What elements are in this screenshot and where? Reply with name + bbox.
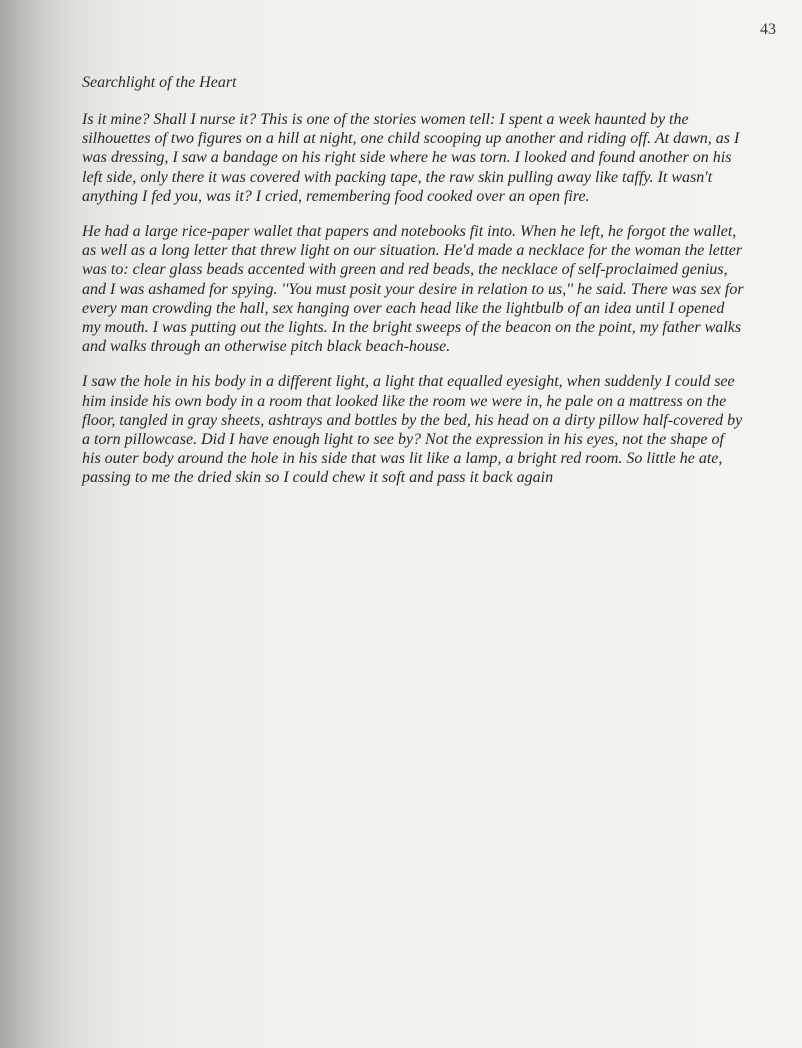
page-number: 43 bbox=[760, 21, 776, 38]
paragraph-1: Is it mine? Shall I nurse it? This is one of the stories women tell: I spent a week haunted by the silhouettes of two figures on a hill at night, one child scooping up another and riding off. At dawn, as I was dressing, I saw a bandage on his right side where he was torn. I looked and found another on his left side, only there it was covered with packing tape, the raw skin pulling away like taffy. It wasn't anything I fed you, was it? I cried, remembering food cooked over an open fire. bbox=[82, 111, 740, 205]
piece-title: Searchlight of the Heart bbox=[82, 74, 237, 91]
paragraph-3: I saw the hole in his body in a different light, a light that equalled eyesight, when suddenly I could see him inside his own body in a room that looked like the room we were in, he pale on a mattress on the floor, tangled in gray sheets, ashtrays and bottles by the bed, his head on a dirty pillow half-covered by a torn pillowcase. Did I have enough light to see by? Not the expression in his eyes, not the shape of his outer body around the hole in his side that was lit like a lamp, a bright red room. So little he ate, passing to me the dried skin so I could chew it soft and pass it back again bbox=[82, 373, 743, 487]
paragraph-2: He had a large rice-paper wallet that papers and notebooks fit into. When he left, he forgot the wallet, as well as a long letter that threw light on our situation. He'd made a necklace for the woman the letter was to: clear glass beads accented with green and red beads, the necklace of self-proclaimed genius, and I was ashamed for spying. ''You must posit your desire in relation to us,'' he said. There was sex for every man crowding the hall, sex hanging over each head like the lightbulb of an idea until I opened my mouth. I was putting out the lights. In the bright sweeps of the beacon on the point, my father walks and walks through an otherwise pitch black beach-house. bbox=[82, 223, 744, 356]
body-text bbox=[82, 110, 744, 504]
